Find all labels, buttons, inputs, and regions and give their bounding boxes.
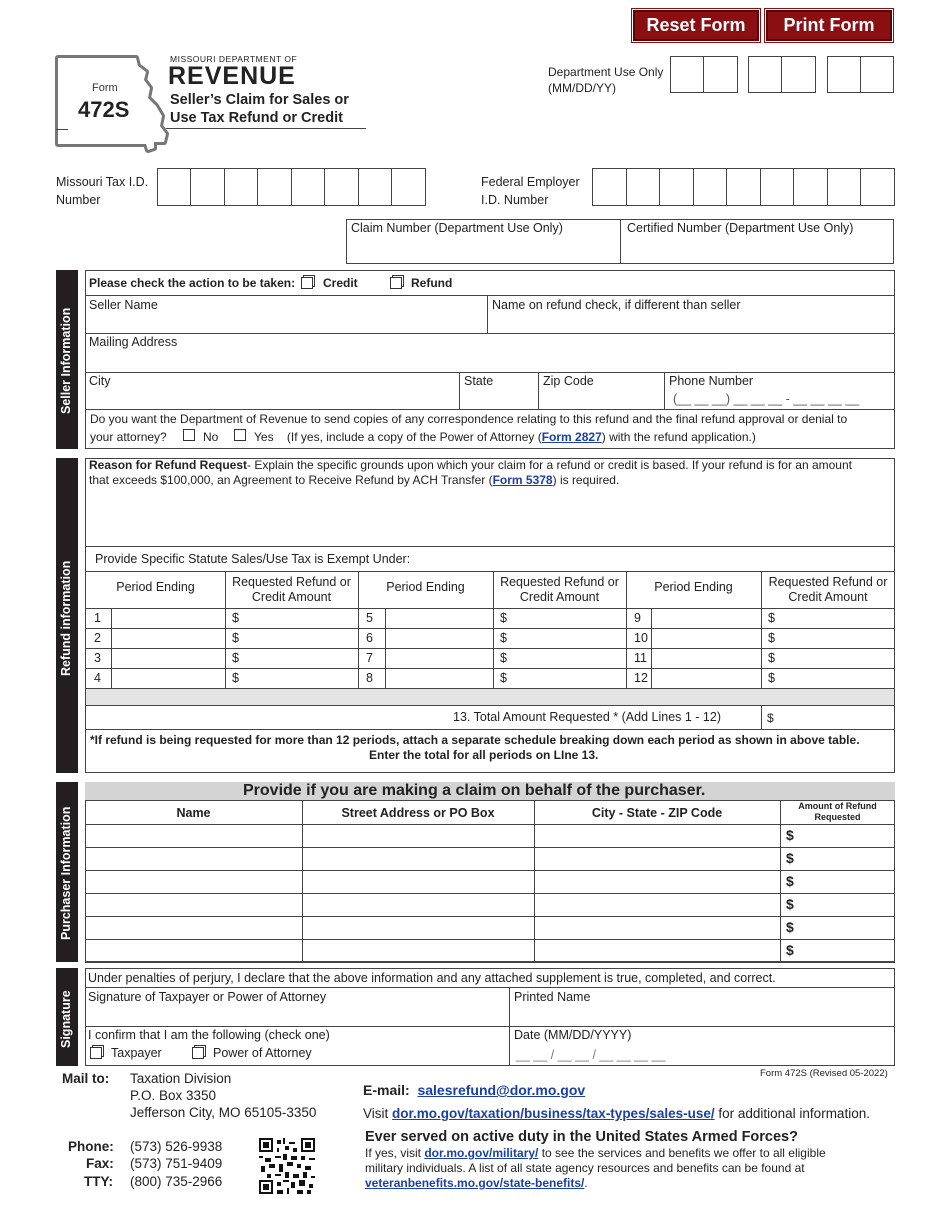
mo-tax-id-label-2: Number xyxy=(56,193,101,207)
reason-textarea[interactable] xyxy=(88,490,892,544)
check-name-input[interactable] xyxy=(489,314,893,332)
amount-dollar-sign: $ xyxy=(500,631,507,645)
zip-label: Zip Code xyxy=(543,374,594,388)
email-row xyxy=(363,1082,585,1098)
mo-tax-id-digit-box[interactable] xyxy=(157,168,191,206)
dept-date-box-3[interactable] xyxy=(748,56,782,93)
visit-text-a: Visit xyxy=(363,1106,393,1121)
military-line1 xyxy=(365,1146,826,1160)
total-label: 13. Total Amount Requested * (Add Lines 1 - 12) xyxy=(453,710,721,724)
purchaser-cell-input[interactable] xyxy=(304,872,532,891)
refund-amount-input[interactable] xyxy=(779,629,891,647)
certified-number-label: Certified Number (Department Use Only) xyxy=(627,221,854,235)
mo-tax-id-digit-box[interactable] xyxy=(291,168,325,206)
amount-dollar-sign: $ xyxy=(768,631,775,645)
period-ending-input[interactable] xyxy=(653,649,759,667)
row-number: 6 xyxy=(366,631,373,645)
dept-date-box-1[interactable] xyxy=(670,56,704,93)
row-number: 8 xyxy=(366,671,373,685)
refund-amount-input[interactable] xyxy=(511,609,622,627)
fax-label: Fax: xyxy=(86,1156,114,1171)
amount-dollar-sign: $ xyxy=(500,651,507,665)
purchaser-cell-input[interactable] xyxy=(536,849,778,868)
agency-logo-text: REVENUE xyxy=(168,62,296,90)
purchaser-dollar-sign: $ xyxy=(786,873,794,889)
military-link[interactable]: dor.mo.gov/military/ xyxy=(424,1146,539,1160)
seller-info-band-label: Seller Information xyxy=(59,307,73,414)
amount-dollar-sign: $ xyxy=(768,611,775,625)
phone-label-footer: Phone: xyxy=(68,1139,114,1154)
visit-row xyxy=(363,1106,870,1121)
row-number: 12 xyxy=(634,671,648,685)
row-number: 1 xyxy=(94,611,101,625)
fein-label-2: I.D. Number xyxy=(481,193,549,207)
purchaser-cell-input[interactable] xyxy=(304,895,532,914)
email-label: E-mail: xyxy=(363,1082,410,1098)
amount-header: Requested Refund or xyxy=(768,575,888,589)
purchaser-cell-input[interactable] xyxy=(536,895,778,914)
period-ending-input[interactable] xyxy=(653,609,759,627)
signature-input[interactable] xyxy=(87,1006,507,1026)
military-text-a: If yes, visit xyxy=(365,1146,425,1160)
refund-amount-input[interactable] xyxy=(779,609,891,627)
dept-date-box-6[interactable] xyxy=(860,56,894,93)
period-ending-header: Period Ending xyxy=(386,580,465,594)
mo-tax-id-digit-box[interactable] xyxy=(257,168,292,206)
refund-label: Refund xyxy=(411,276,453,290)
purchaser-cell-input[interactable] xyxy=(87,918,300,937)
purchaser-cell-input[interactable] xyxy=(798,941,891,960)
credit-checkbox[interactable] xyxy=(301,277,313,289)
purchaser-cell-input[interactable] xyxy=(798,918,891,937)
period-ending-input[interactable] xyxy=(387,649,491,667)
reason-heading: Reason for Refund Request xyxy=(89,458,248,472)
purchaser-cell-input[interactable] xyxy=(536,918,778,937)
mo-tax-id-digit-box[interactable] xyxy=(190,168,225,206)
purchaser-column-header: Street Address or PO Box xyxy=(341,806,495,820)
mailing-address-input[interactable] xyxy=(86,350,892,370)
refund-amount-input[interactable] xyxy=(243,669,354,687)
purchaser-dollar-sign: $ xyxy=(786,919,794,935)
refund-amount-input[interactable] xyxy=(243,609,354,627)
signature-label: Signature of Taxpayer or Power of Attorney xyxy=(88,990,327,1004)
purchaser-cell-input[interactable] xyxy=(87,849,300,868)
form-2827-link[interactable]: Form 2827 xyxy=(541,430,602,444)
sales-use-link[interactable]: dor.mo.gov/taxation/business/tax-types/sales-use/ xyxy=(392,1106,715,1121)
spacer-row xyxy=(86,689,894,705)
attorney-question: Do you want the Department of Revenue to send copies of any correspondence relating to this refund and the final refund approval or denial to xyxy=(90,412,848,426)
seller-name-label: Seller Name xyxy=(89,298,158,312)
military-line3 xyxy=(365,1176,588,1190)
purchaser-cell-input[interactable] xyxy=(798,895,891,914)
purchaser-dollar-sign: $ xyxy=(786,827,794,843)
mo-tax-id-digit-box[interactable] xyxy=(391,168,426,206)
period-ending-input[interactable] xyxy=(387,609,491,627)
purchaser-cell-input[interactable] xyxy=(798,826,891,845)
refund-amount-input[interactable] xyxy=(511,669,622,687)
attorney-no-label: No xyxy=(203,430,219,444)
attorney-note-a: (If yes, include a copy of the Power of Attorney ( xyxy=(286,430,542,444)
purchaser-info-band-label: Purchaser Information xyxy=(59,806,73,940)
fein-digit-box[interactable] xyxy=(659,168,694,206)
reason-text: - Explain the specific grounds upon which your claim for a refund or credit is based. If your refund is for an amount xyxy=(247,458,852,472)
amount-header: Requested Refund or xyxy=(500,575,619,589)
address-line3: Jefferson City, MO 65105-3350 xyxy=(130,1105,317,1120)
purchaser-cell-input[interactable] xyxy=(87,872,300,891)
purchaser-cell-input[interactable] xyxy=(87,895,300,914)
certified-number-field[interactable] xyxy=(620,219,894,264)
purchaser-cell-input[interactable] xyxy=(798,872,891,891)
period-ending-input[interactable] xyxy=(113,649,223,667)
purchaser-amount-header: Amount of Refund xyxy=(798,801,877,811)
purchaser-cell-input[interactable] xyxy=(536,826,778,845)
statute-label: Provide Specific Statute Sales/Use Tax is Exempt Under: xyxy=(95,552,411,566)
period-ending-input[interactable] xyxy=(113,669,223,687)
phone-label: Phone Number xyxy=(669,374,754,388)
purchaser-dollar-sign: $ xyxy=(786,942,794,958)
period-ending-input[interactable] xyxy=(653,629,759,647)
dept-date-box-5[interactable] xyxy=(827,56,861,93)
reason-line2 xyxy=(89,473,619,487)
taxpayer-label: Taxpayer xyxy=(111,1046,162,1060)
poa-checkbox[interactable] xyxy=(192,1047,204,1059)
purchaser-column-header: Name xyxy=(176,806,211,820)
purchaser-heading: Provide if you are making a claim on behalf of the purchaser. xyxy=(243,782,706,799)
row-number: 7 xyxy=(366,651,373,665)
confirm-label: I confirm that I am the following (check one) xyxy=(88,1028,330,1042)
amount-dollar-sign: $ xyxy=(768,671,775,685)
reason-text-2a: that exceeds $100,000, an Agreement to Receive Refund by ACH Transfer ( xyxy=(89,473,493,487)
purchaser-cell-input[interactable] xyxy=(304,849,532,868)
form-word: Form xyxy=(92,82,118,94)
fein-digit-box[interactable] xyxy=(860,168,895,206)
period-ending-input[interactable] xyxy=(113,629,223,647)
printed-name-input[interactable] xyxy=(512,1006,892,1026)
form-title-line1: Seller’s Claim for Sales or xyxy=(170,92,349,108)
purchaser-column-header: City - State - ZIP Code xyxy=(591,806,723,820)
dept-use-format: (MM/DD/YY) xyxy=(548,81,616,95)
form-5378-link[interactable]: Form 5378 xyxy=(492,473,553,487)
reason-line1 xyxy=(89,458,852,472)
fein-digit-box[interactable] xyxy=(693,168,727,206)
fein-digit-box[interactable] xyxy=(827,168,861,206)
amount-header-2: Credit Amount xyxy=(251,590,332,604)
reason-text-2b: ) is required. xyxy=(552,473,620,487)
mo-tax-id-label: Missouri Tax I.D. xyxy=(56,175,149,189)
military-line2: military individuals. A list of all state agency resources and benefits can be found at xyxy=(365,1161,805,1175)
seller-name-input[interactable] xyxy=(86,314,486,332)
row-number: 2 xyxy=(94,631,101,645)
row-number: 9 xyxy=(634,611,641,625)
check-name-label: Name on refund check, if different than seller xyxy=(492,298,741,312)
visit-text-b: for additional information. xyxy=(714,1106,870,1121)
amount-header-2: Credit Amount xyxy=(519,590,600,604)
refund-amount-input[interactable] xyxy=(243,629,354,647)
row-number: 10 xyxy=(634,631,648,645)
city-label: City xyxy=(89,374,111,388)
print-form-button[interactable]: Print Form xyxy=(766,10,892,41)
period-ending-input[interactable] xyxy=(653,669,759,687)
signature-band-label: Signature xyxy=(59,990,73,1048)
action-prompt: Please check the action to be taken: xyxy=(89,276,296,290)
amount-dollar-sign: $ xyxy=(768,651,775,665)
amount-dollar-sign: $ xyxy=(232,631,239,645)
claim-number-label: Claim Number (Department Use Only) xyxy=(351,221,563,235)
reset-form-button[interactable]: Reset Form xyxy=(633,10,759,41)
credit-label: Credit xyxy=(323,276,358,290)
row-number: 11 xyxy=(634,651,647,665)
row-number: 4 xyxy=(94,671,101,685)
amount-header-2: Credit Amount xyxy=(788,590,868,604)
purchaser-dollar-sign: $ xyxy=(786,896,794,912)
refund-amount-input[interactable] xyxy=(511,629,622,647)
date-label: Date (MM/DD/YYYY) xyxy=(514,1028,632,1042)
date-mask[interactable]: __ __ / __ __ / __ __ __ __ xyxy=(516,1048,666,1062)
total-dollar: $ xyxy=(767,711,774,725)
dept-date-box-4[interactable] xyxy=(781,56,816,93)
purchaser-cell-input[interactable] xyxy=(304,918,532,937)
fein-digit-box[interactable] xyxy=(726,168,761,206)
purchaser-cell-input[interactable] xyxy=(87,941,300,960)
military-text-b: to see the services and benefits we offer to all eligible xyxy=(538,1146,826,1160)
amount-dollar-sign: $ xyxy=(232,671,239,685)
attorney-yes-checkbox[interactable] xyxy=(234,429,246,441)
period-ending-input[interactable] xyxy=(387,669,491,687)
phone-mask[interactable]: (__ __ __) __ __ __ - __ __ __ __ xyxy=(673,392,860,406)
address-line1: Taxation Division xyxy=(130,1071,232,1086)
period-ending-header: Period Ending xyxy=(654,580,733,594)
qr-code-icon[interactable] xyxy=(259,1138,315,1194)
purchaser-cell-input[interactable] xyxy=(798,849,891,868)
state-label: State xyxy=(464,374,494,388)
refund-amount-input[interactable] xyxy=(779,649,891,667)
refund-checkbox[interactable] xyxy=(390,277,402,289)
amount-dollar-sign: $ xyxy=(500,671,507,685)
military-heading: Ever served on active duty in the United States Armed Forces? xyxy=(365,1129,798,1145)
fein-digit-box[interactable] xyxy=(626,168,660,206)
fein-digit-box[interactable] xyxy=(760,168,794,206)
purchaser-cell-input[interactable] xyxy=(536,941,778,960)
refund-info-band-label: Refund information xyxy=(59,560,73,676)
dept-date-box-2[interactable] xyxy=(703,56,738,93)
fein-digit-box[interactable] xyxy=(793,168,828,206)
form-revision: Form 472S (Revised 05-2022) xyxy=(760,1068,888,1079)
mailing-address-label: Mailing Address xyxy=(89,335,178,349)
amount-dollar-sign: $ xyxy=(232,651,239,665)
dept-use-label: Department Use Only xyxy=(548,65,664,79)
refund-amount-input[interactable] xyxy=(511,649,622,667)
purchaser-cell-input[interactable] xyxy=(304,826,532,845)
refund-note-1: *If refund is being requested for more than 12 periods, attach a separate schedule breaking down each period as shown in above table. xyxy=(90,733,860,747)
military-text-c: . xyxy=(584,1176,588,1190)
attorney-yes-label: Yes xyxy=(254,430,274,444)
purchaser-cell-input[interactable] xyxy=(87,826,300,845)
purchaser-cell-input[interactable] xyxy=(304,941,532,960)
period-ending-input[interactable] xyxy=(387,629,491,647)
fein-digit-box[interactable] xyxy=(592,168,627,206)
row-number: 5 xyxy=(366,611,373,625)
refund-amount-input[interactable] xyxy=(779,669,891,687)
refund-amount-input[interactable] xyxy=(243,649,354,667)
period-ending-header: Period Ending xyxy=(116,580,195,594)
printed-name-label: Printed Name xyxy=(514,990,591,1004)
form-title-line2: Use Tax Refund or Credit xyxy=(170,110,343,126)
period-ending-input[interactable] xyxy=(113,609,223,627)
amount-dollar-sign: $ xyxy=(232,611,239,625)
taxpayer-checkbox[interactable] xyxy=(90,1047,102,1059)
mo-tax-id-digit-box[interactable] xyxy=(358,168,392,206)
amount-dollar-sign: $ xyxy=(500,611,507,625)
attorney-note xyxy=(254,430,756,444)
claim-number-field[interactable] xyxy=(346,219,621,264)
agency-small-text: MISSOURI DEPARTMENT OF xyxy=(170,54,298,64)
tty-number: (800) 735-2966 xyxy=(130,1174,223,1189)
amount-header: Requested Refund or xyxy=(232,575,351,589)
attorney-note-b: ) with the refund application.) xyxy=(601,430,756,444)
attorney-question-2: your attorney? xyxy=(90,430,167,444)
mail-to-label: Mail to: xyxy=(62,1071,110,1086)
purchaser-amount-header-2: Requested xyxy=(814,812,861,822)
fax-number: (573) 751-9409 xyxy=(130,1156,223,1171)
email-link[interactable]: salesrefund@dor.mo.gov xyxy=(417,1082,586,1098)
tty-label: TTY: xyxy=(84,1174,113,1189)
row-number: 3 xyxy=(94,651,101,665)
perjury-text: Under penalties of perjury, I declare that the above information and any attached supplement is true, completed, and correct. xyxy=(88,971,776,985)
fein-label: Federal Employer xyxy=(481,175,580,189)
poa-label: Power of Attorney xyxy=(213,1046,312,1060)
veteran-benefits-link[interactable]: veteranbenefits.mo.gov/state-benefits/ xyxy=(365,1176,585,1190)
mo-tax-id-digit-box[interactable] xyxy=(324,168,359,206)
form-number: 472S xyxy=(78,97,130,122)
attorney-no-checkbox[interactable] xyxy=(183,429,195,441)
refund-note-2: Enter the total for all periods on LIne 13. xyxy=(369,748,599,762)
address-line2: P.O. Box 3350 xyxy=(130,1088,217,1103)
purchaser-cell-input[interactable] xyxy=(536,872,778,891)
purchaser-dollar-sign: $ xyxy=(786,850,794,866)
mo-tax-id-digit-box[interactable] xyxy=(224,168,258,206)
phone-number-footer: (573) 526-9938 xyxy=(130,1139,223,1154)
total-amount-input[interactable] xyxy=(778,708,892,726)
